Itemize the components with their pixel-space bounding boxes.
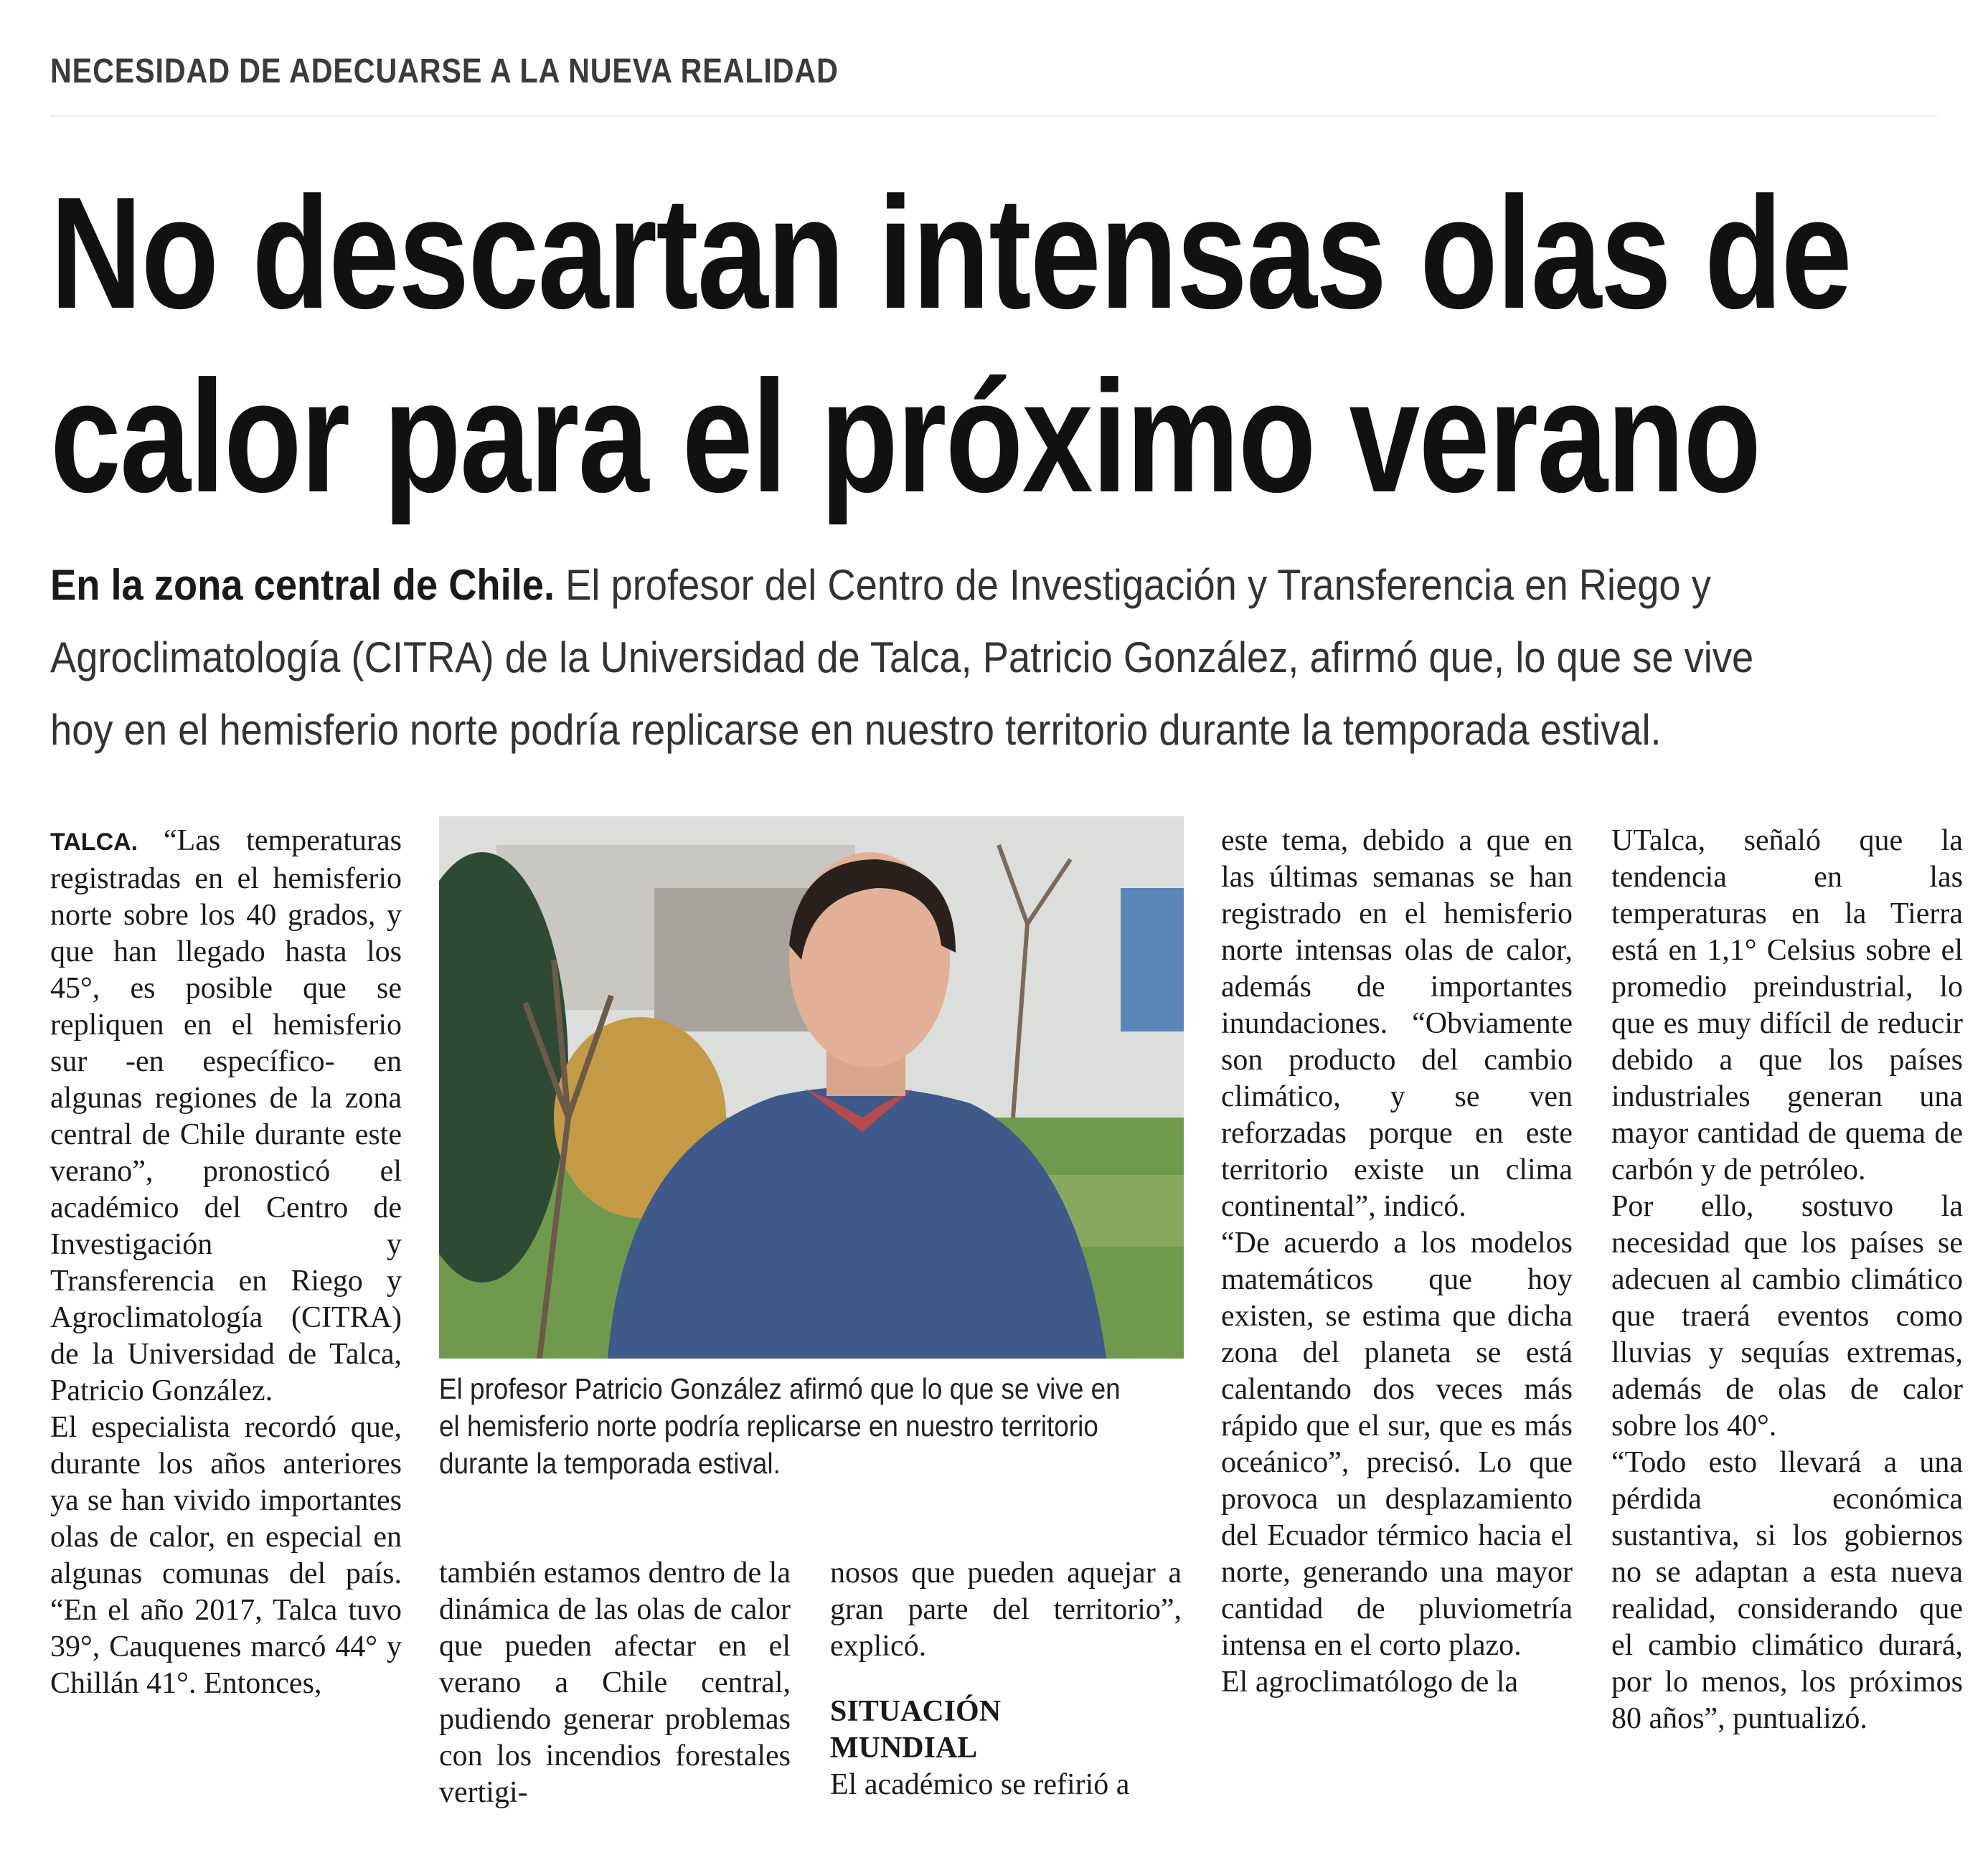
section-kicker: NECESIDAD DE ADECUARSE A LA NUEVA REALIDAD — [50, 52, 839, 90]
deck-line-2: Agroclimatología (CITRA) de la Universidad de Talca, Patricio González, afirmó que, lo que se vive — [50, 633, 1754, 681]
deck-line-1 — [50, 549, 1796, 621]
column-4 — [1221, 823, 1573, 1701]
photo-caption — [439, 1370, 1192, 1482]
col4-paragraph-2: “De acuerdo a los modelos matemáticos que hoy existen, se estima que dicha zona del planeta se está calentando dos veces más rápido que el sur, que es más oceánico”, precisó. Lo que provoca un desplazamiento del Ecuador térmico hacia el norte, generando una mayor cantidad de pluviometría intensa en el corto plazo. — [1221, 1227, 1573, 1662]
column-2 — [439, 1555, 791, 1811]
deck — [50, 549, 1980, 766]
photo-professor-outdoors — [439, 816, 1184, 1359]
subhead-line-2: MUNDIAL — [830, 1732, 978, 1765]
column-3 — [830, 1555, 1182, 1803]
paragraph — [50, 823, 402, 1409]
col5-paragraph-2: Por ello, sostuvo la necesidad que los países se adecuen al cambio climático que traerá eventos como lluvias y sequías extremas, además de olas de calor sobre los 40°. — [1611, 1190, 1963, 1442]
subhead-line-1: SITUACIÓN — [830, 1695, 1002, 1728]
headline-line-1: No descartan intensas olas de — [50, 164, 1851, 342]
col1-paragraph-1: “Las temperaturas registradas en el hemisferio norte sobre los 40 grados, y que han llegado hasta los 45°, es posible que se repliquen en el hemisferio sur -en específico- en algunas regiones de la zona central de Chile durante este verano”, pronosticó el académico del Centro de Investigación y Transferencia en Riego y Agroclimatología (CITRA) de la Universidad de Talca, Patricio González. — [50, 824, 402, 1407]
col2-paragraph: también estamos dentro de la dinámica de las olas de calor que pueden afectar en el verano a Chile central, pudiendo generar problemas con los incendios forestales vertigi- — [439, 1557, 791, 1809]
headline — [50, 161, 1851, 529]
headline-line-2: calor para el próximo verano — [50, 348, 1761, 526]
deck-lead: En la zona central de Chile. — [50, 561, 555, 609]
col3-paragraph-2: El académico se refirió a — [830, 1768, 1130, 1801]
column-5 — [1611, 823, 1963, 1737]
col1-paragraph-2: El especialista recordó que, durante los años anteriores ya se han vivido importantes olas de calor, en especial en algunas comunas del país. “En el año 2017, Talca tuvo 39°, Cauquenes marcó 44° y Chillán 41°. Entonces, — [50, 1411, 402, 1700]
column-1 — [50, 823, 402, 1702]
col5-paragraph-3: “Todo esto llevará a una pérdida económica sustantiva, si los gobiernos no se adaptan a esta nueva realidad, considerando que el cambio climático durará, por lo menos, los próximos 80 años”, puntualizó. — [1611, 1446, 1963, 1735]
caption-line-3: durante la temporada estival. — [439, 1447, 781, 1480]
article-photo — [439, 816, 1184, 1359]
col5-paragraph-1: UTalca, señaló que la tendencia en las temperaturas en la Tierra está en 1,1° Celsius sobre el promedio preindustrial, lo que es muy difícil de reducir debido a que los países industriales generan una mayor cantidad de quema de carbón y de petróleo. — [1611, 824, 1963, 1186]
kicker-divider — [50, 115, 1937, 117]
caption-line-2: el hemisferio norte podría replicarse en nuestro territorio — [439, 1409, 1098, 1442]
dateline: TALCA. — [50, 828, 138, 856]
col3-paragraph-1: nosos que pueden aquejar a gran parte del territorio”, explicó. — [830, 1557, 1182, 1663]
deck-line-3: hoy en el hemisferio norte podría replicarse en nuestro territorio durante la temporada estival. — [50, 706, 1662, 754]
caption-line-1: El profesor Patricio González afirmó que lo que se vive en — [439, 1372, 1121, 1405]
col4-paragraph-1: este tema, debido a que en las últimas semanas se han registrado en el hemisferio norte intensas olas de calor, además de importantes inundaciones. “Obviamente son producto del cambio climático, y se ven reforzadas porque en este territorio existe un clima continental”, indicó. — [1221, 824, 1573, 1223]
col4-paragraph-3: El agroclimatólogo de la — [1221, 1666, 1519, 1699]
deck-line-1-text: El profesor del Centro de Investigación y Transferencia en Riego y — [555, 561, 1711, 609]
